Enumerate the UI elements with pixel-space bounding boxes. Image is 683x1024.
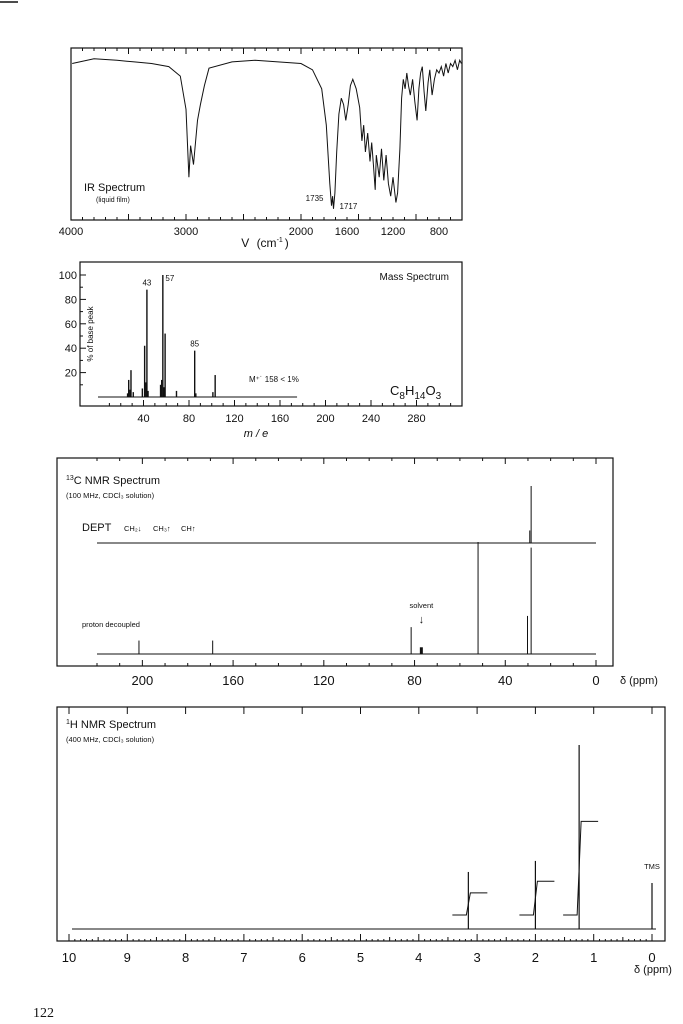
ir-xlabel-close: ) [284, 236, 289, 250]
h1-nmr-spectrum [57, 707, 672, 976]
decoupled-peaks [139, 542, 531, 654]
ms-x-tick-label: 240 [361, 413, 381, 425]
ir-ticks [71, 48, 451, 220]
h1-title-sup: 1 [66, 719, 70, 726]
h1-ticks [69, 707, 652, 941]
h1-title-text: H NMR Spectrum [69, 719, 157, 731]
ir-frame [71, 48, 462, 220]
h1-peaks [468, 745, 652, 929]
h1-tick-label: 3 [473, 950, 481, 965]
h1-tick-label: 6 [298, 950, 306, 965]
h1-integral-curve [452, 893, 487, 915]
dept-label: DEPT [82, 522, 112, 534]
h1-title [66, 719, 156, 731]
ms-y-tick-label: 40 [64, 343, 77, 356]
h1-tick-label: 10 [61, 950, 77, 965]
ms-ylabel: % of base peak [86, 306, 95, 362]
ms-x-tick-label: 120 [225, 413, 244, 425]
solvent-arrow-icon: ↓ [418, 614, 425, 626]
ms-molecular-ion: M⁺˙ 158 < 1% [249, 375, 299, 384]
c13-xlabel: δ (ppm) [620, 675, 658, 687]
h1-tick-label: 1 [590, 950, 598, 965]
ir-tick-label: 1600 [334, 226, 360, 238]
ms-formula-part: 3 [435, 391, 442, 402]
ms-formula [390, 383, 442, 402]
h1-xlabel: δ (ppm) [634, 964, 672, 976]
h1-tick-label: 0 [648, 950, 656, 965]
h1-tick-label: 8 [181, 950, 190, 965]
c13-tick-label: 200 [131, 673, 154, 688]
ms-y-tick-label: 20 [64, 367, 77, 380]
ir-xlabel-sup: -1 [276, 237, 283, 244]
ms-peak-label: 57 [165, 274, 175, 283]
decoupled-label: proton decoupled [82, 620, 140, 629]
ms-peaks [128, 275, 216, 397]
ir-title: IR Spectrum [84, 182, 146, 194]
ms-peak-label: 43 [142, 278, 152, 288]
ms-x-tick-label: 160 [270, 413, 290, 425]
c13-title-text: C NMR Spectrum [73, 475, 160, 487]
ms-y-tick-label: 100 [58, 270, 77, 282]
ir-xlabel-main: V [241, 236, 250, 250]
ir-xlabel-unit: (cm [256, 236, 277, 250]
h1-integrals [452, 821, 598, 915]
c13-tick-label: 40 [498, 673, 513, 688]
ir-tick-label: 4000 [58, 226, 84, 238]
ir-annotation-1717: 1717 [339, 202, 358, 211]
ms-x-tick-label: 40 [137, 413, 150, 425]
ms-x-tick-label: 200 [316, 413, 335, 425]
h1-tick-label: 7 [240, 950, 248, 965]
ms-formula-part: 8 [399, 391, 405, 402]
c13-tick-label: 120 [312, 673, 335, 688]
h1-tick-label: 5 [356, 950, 365, 965]
h1-integral-curve [563, 821, 598, 915]
c13-tick-label: 160 [222, 673, 244, 688]
c13-ticks [97, 458, 596, 666]
mass-spectrum [59, 262, 462, 440]
ir-subtitle: (liquid film) [96, 197, 130, 204]
ms-formula-part: 14 [414, 391, 426, 402]
dept-ch2: CH₂↓ [124, 524, 142, 533]
c13-frame [57, 458, 613, 666]
c13-nmr-spectrum [57, 458, 658, 688]
ms-y-tick-labels [59, 270, 77, 380]
ms-title: Mass Spectrum [379, 272, 449, 283]
ir-tick-label: 3000 [173, 226, 199, 238]
ms-x-tick-label: 280 [407, 413, 426, 425]
ir-tick-label: 2000 [288, 226, 314, 238]
solvent-label: solvent [409, 601, 434, 610]
ir-spectrum [59, 48, 462, 250]
c13-subtitle: (100 MHz, CDCl₃ solution) [66, 491, 155, 500]
h1-tick-labels [62, 950, 656, 965]
ms-y-tick-label: 80 [64, 294, 77, 307]
ms-formula-part: H [404, 383, 415, 398]
ms-peak-labels [142, 274, 199, 349]
c13-tick-labels [132, 673, 600, 688]
dept-ch3: CH₃↑ [153, 524, 171, 533]
h1-tick-label: 4 [415, 950, 423, 965]
ir-annotation-1735: 1735 [305, 194, 324, 203]
dept-ch: CH↑ [181, 524, 196, 533]
ms-xlabel: m / e [243, 428, 269, 440]
ms-formula-part: C [390, 383, 400, 398]
ms-peak-label: 85 [190, 339, 200, 349]
h1-tick-label: 9 [123, 950, 131, 965]
ms-x-tick-labels [137, 413, 425, 425]
ms-y-tick-label: 60 [64, 318, 77, 331]
ir-tick-label: 800 [429, 226, 449, 238]
tms-label: TMS [644, 862, 660, 871]
ms-x-tick-label: 80 [182, 413, 196, 425]
h1-tick-label: 2 [531, 950, 540, 965]
c13-tick-label: 80 [407, 673, 422, 688]
ir-xlabel [241, 236, 289, 250]
ir-tick-labels [59, 226, 448, 238]
h1-integral-curve [519, 881, 554, 915]
c13-title [66, 475, 160, 487]
dept-peaks [530, 486, 531, 543]
ir-tick-label: 1200 [380, 226, 406, 238]
c13-tick-label: 0 [592, 673, 600, 688]
ms-formula-part: O [425, 383, 436, 398]
h1-subtitle: (400 MHz, CDCl₃ solution) [66, 735, 155, 744]
page-number: 122 [33, 1006, 54, 1021]
c13-title-sup: 13 [66, 475, 74, 482]
